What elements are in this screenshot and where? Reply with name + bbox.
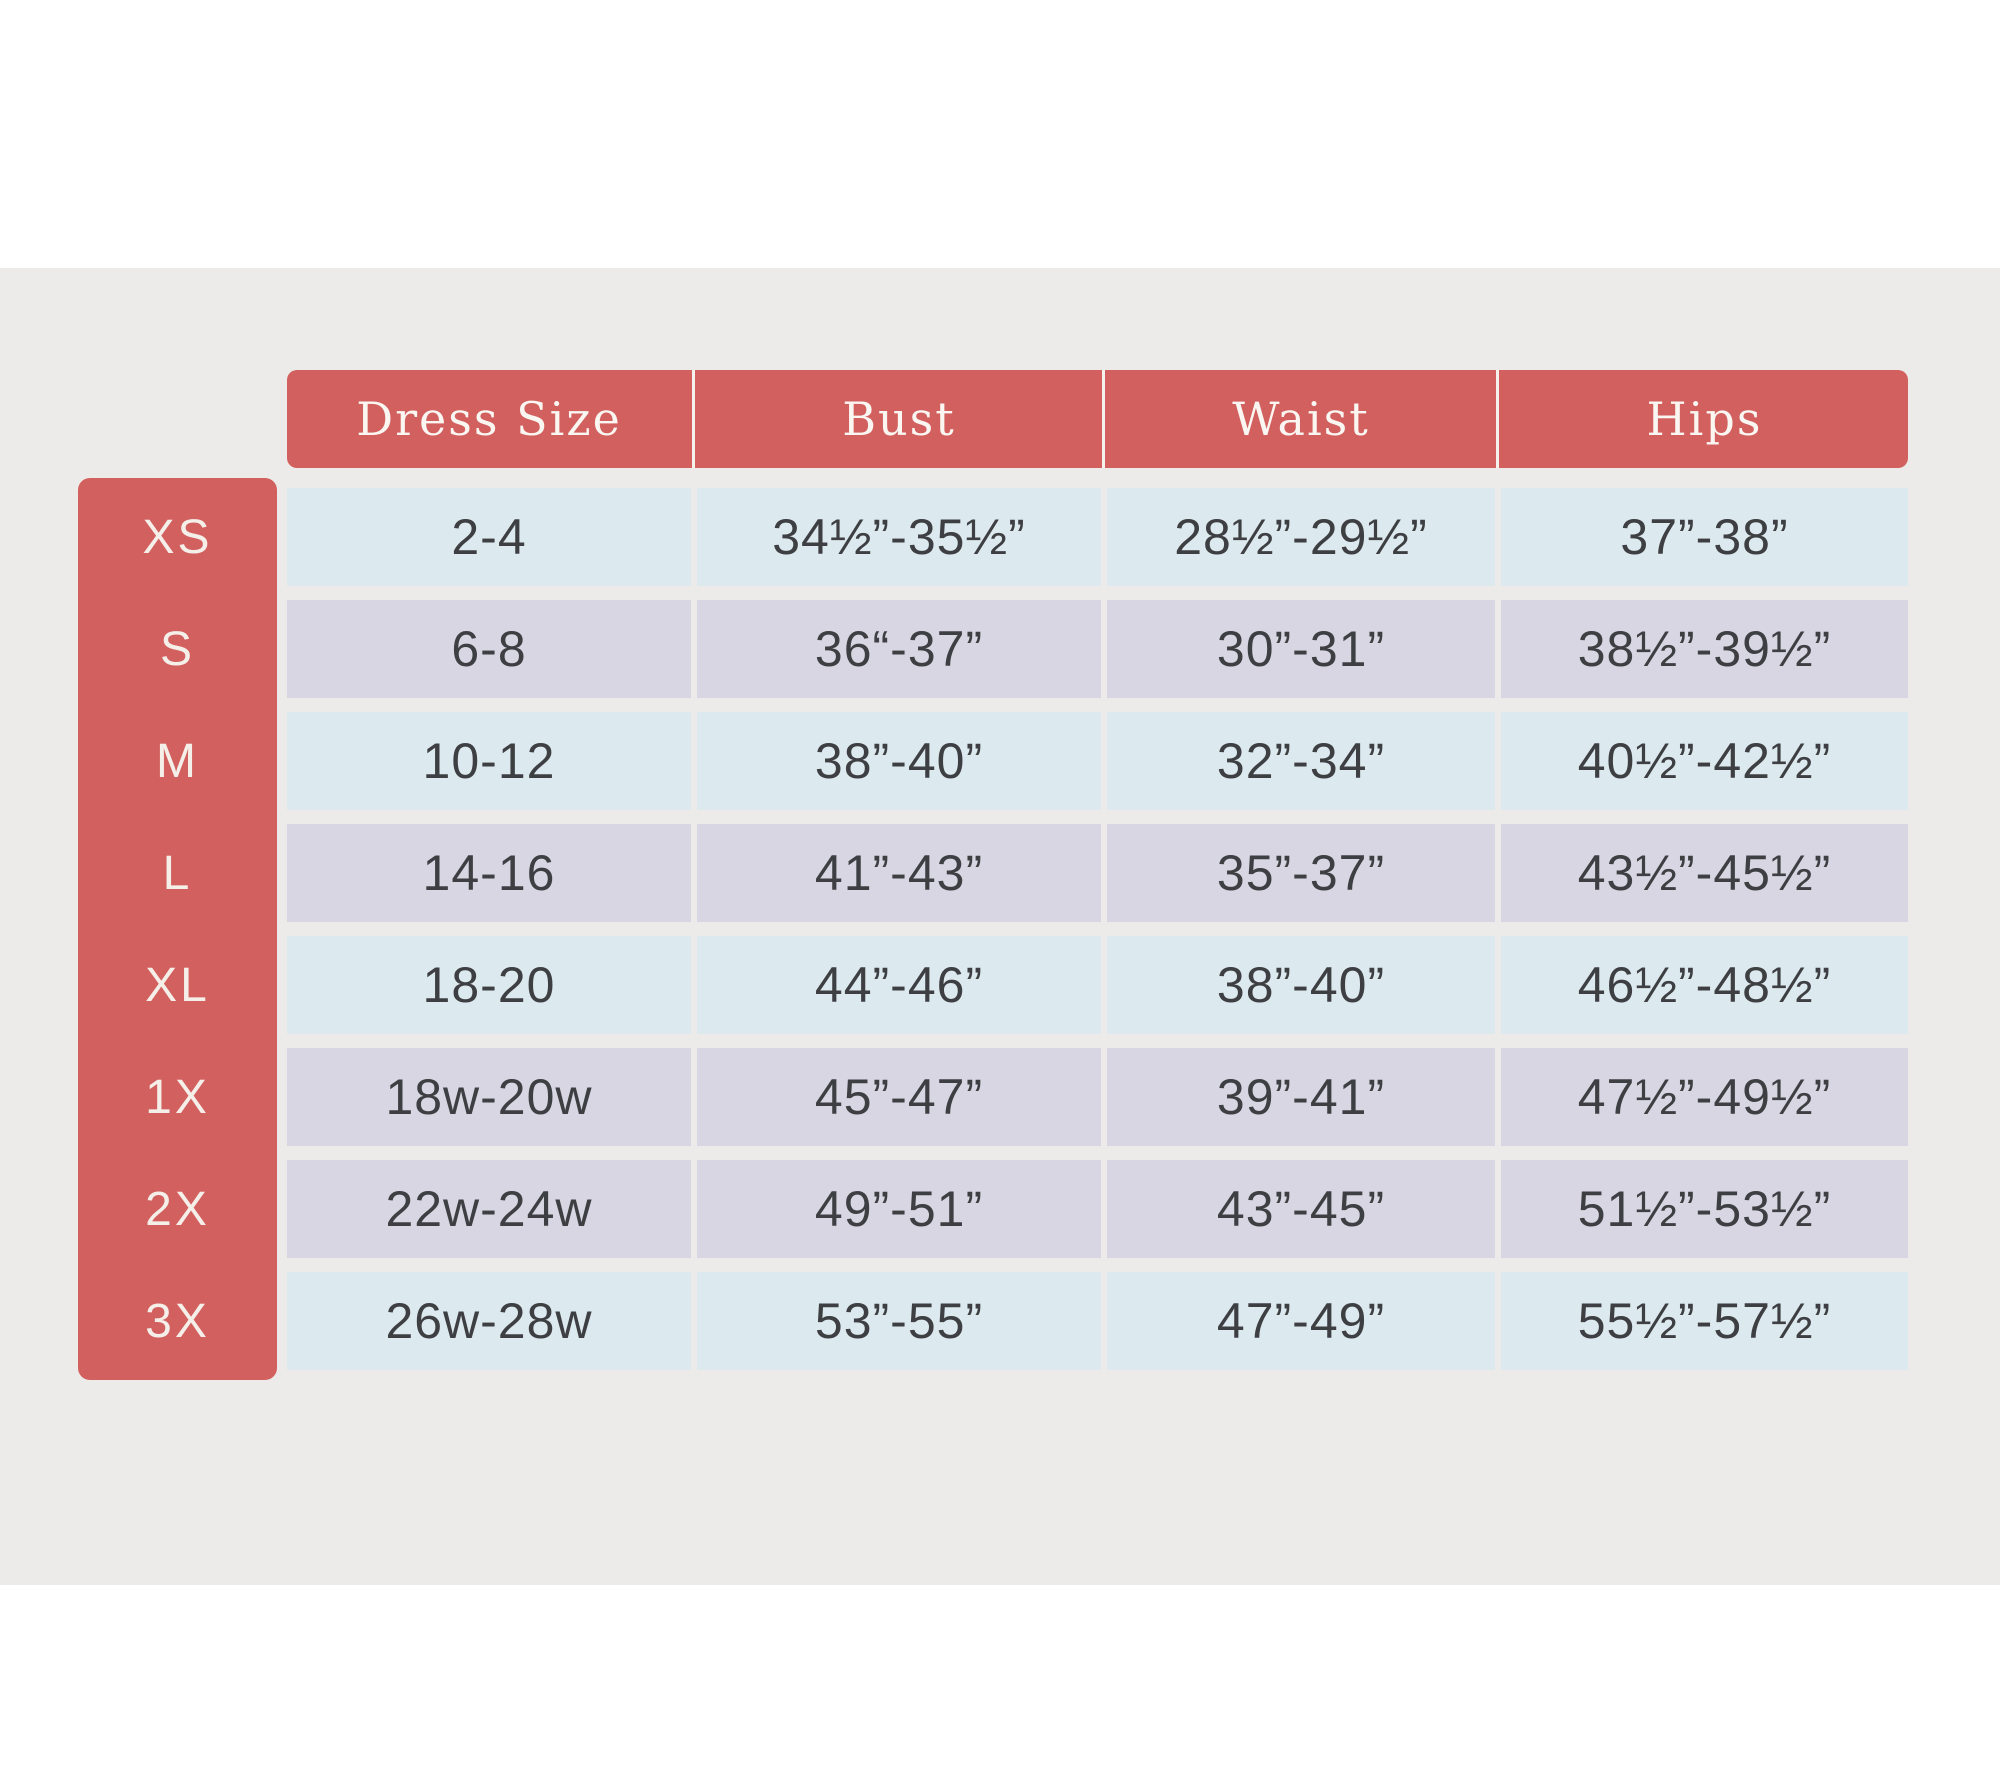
table-header-row	[287, 370, 1908, 468]
cell-waist: 32”-34”	[1107, 712, 1495, 810]
table-row-1x	[287, 1048, 1908, 1146]
cell-hips: 38½”-39½”	[1501, 600, 1908, 698]
header-column-divider	[1102, 370, 1105, 468]
cell-hips: 55½”-57½”	[1501, 1272, 1908, 1370]
cell-bust: 53”-55”	[697, 1272, 1101, 1370]
cell-waist: 47”-49”	[1107, 1272, 1495, 1370]
column-header-dress-size: Dress Size	[356, 392, 622, 446]
cell-waist: 43”-45”	[1107, 1160, 1495, 1258]
size-label-m: M	[156, 734, 199, 788]
table-row-s	[287, 600, 1908, 698]
header-column-divider	[1496, 370, 1499, 468]
size-label-s: S	[159, 622, 195, 676]
table-row-xs	[287, 488, 1908, 586]
cell-waist: 30”-31”	[1107, 600, 1495, 698]
table-row-l	[287, 824, 1908, 922]
cell-waist: 35”-37”	[1107, 824, 1495, 922]
cell-dress-size: 2-4	[287, 488, 691, 586]
cell-dress-size: 10-12	[287, 712, 691, 810]
column-header-hips: Hips	[1646, 392, 1763, 446]
table-row-3x	[287, 1272, 1908, 1370]
size-label-2x: 2X	[145, 1182, 210, 1236]
size-label-rail	[78, 478, 277, 1380]
size-label-l: L	[162, 846, 193, 900]
size-label-xs: XS	[142, 510, 213, 564]
cell-hips: 40½”-42½”	[1501, 712, 1908, 810]
table-row-xl	[287, 936, 1908, 1034]
cell-bust: 36“-37”	[697, 600, 1101, 698]
size-label-1x: 1X	[145, 1070, 210, 1124]
cell-waist: 38”-40”	[1107, 936, 1495, 1034]
cell-dress-size: 22w-24w	[287, 1160, 691, 1258]
size-label-3x: 3X	[145, 1294, 210, 1348]
cell-dress-size: 14-16	[287, 824, 691, 922]
cell-waist: 39”-41”	[1107, 1048, 1495, 1146]
cell-bust: 45”-47”	[697, 1048, 1101, 1146]
cell-bust: 34½”-35½”	[697, 488, 1101, 586]
cell-bust: 41”-43”	[697, 824, 1101, 922]
cell-dress-size: 18w-20w	[287, 1048, 691, 1146]
cell-bust: 49”-51”	[697, 1160, 1101, 1258]
cell-hips: 51½”-53½”	[1501, 1160, 1908, 1258]
table-row-2x	[287, 1160, 1908, 1258]
cell-hips: 46½”-48½”	[1501, 936, 1908, 1034]
table-body	[287, 488, 1908, 1370]
cell-bust: 38”-40”	[697, 712, 1101, 810]
header-column-divider	[692, 370, 695, 468]
column-header-waist: Waist	[1232, 392, 1370, 446]
cell-dress-size: 18-20	[287, 936, 691, 1034]
size-label-xl: XL	[145, 958, 210, 1012]
cell-dress-size: 6-8	[287, 600, 691, 698]
cell-waist: 28½”-29½”	[1107, 488, 1495, 586]
cell-hips: 37”-38”	[1501, 488, 1908, 586]
cell-dress-size: 26w-28w	[287, 1272, 691, 1370]
column-header-bust: Bust	[842, 392, 956, 446]
cell-bust: 44”-46”	[697, 936, 1101, 1034]
cell-hips: 43½”-45½”	[1501, 824, 1908, 922]
cell-hips: 47½”-49½”	[1501, 1048, 1908, 1146]
table-row-m	[287, 712, 1908, 810]
